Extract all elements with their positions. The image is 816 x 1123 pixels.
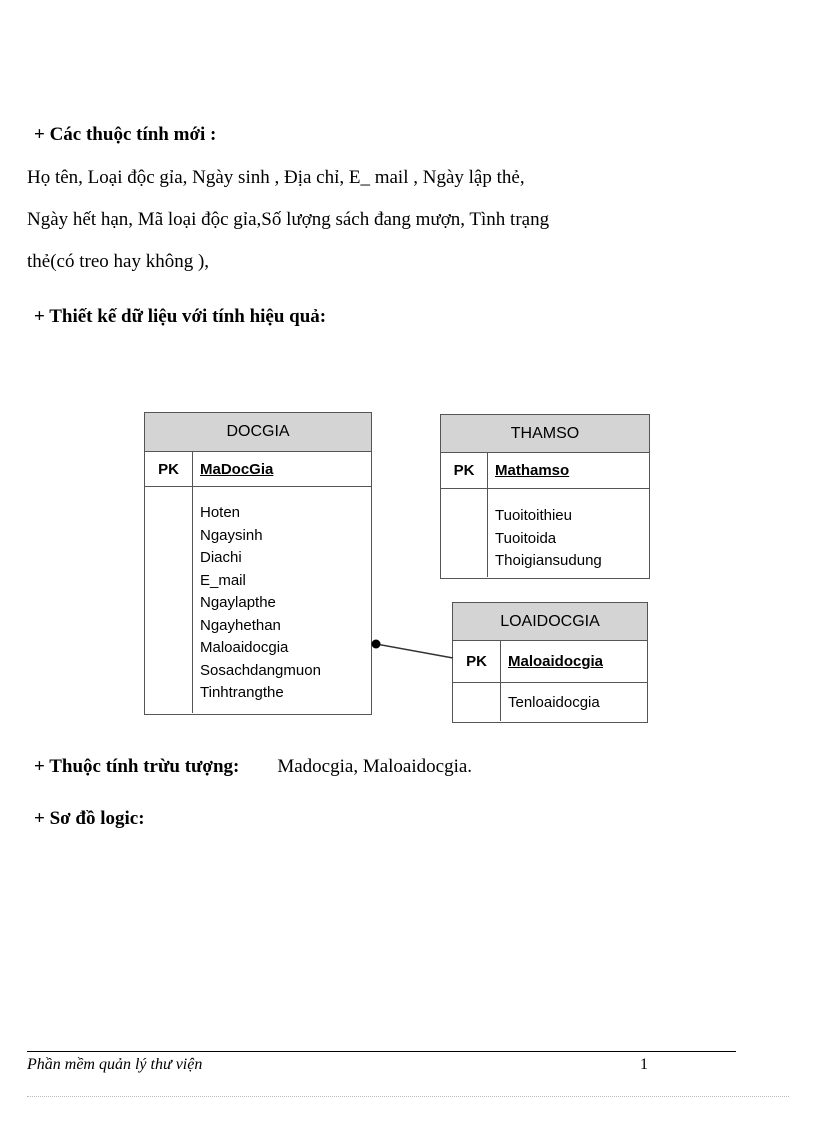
docgia-pk-field: MaDocGia [200, 460, 274, 478]
paragraph-line-3: thẻ(có treo hay không ), [27, 251, 210, 272]
docgia-attr: Hoten [200, 504, 241, 521]
thamso-table [440, 414, 650, 579]
docgia-attr-cell [193, 487, 371, 713]
thamso-pk-row [441, 453, 649, 489]
loaidocgia-table-name: LOAIDOCGIA [453, 603, 647, 641]
thamso-attr: Tuoitoithieu [495, 507, 572, 524]
loaidocgia-attr-cell [501, 683, 647, 721]
relationship-line [376, 644, 453, 658]
loaidocgia-attr-left-cell [453, 683, 501, 721]
thamso-pk-label: PK [441, 453, 488, 488]
thamso-attr: Tuoitoida [495, 529, 557, 547]
thamso-attribute-list [495, 505, 602, 573]
page-bottom-divider [27, 1096, 789, 1097]
loaidocgia-attr: Tenloaidocgia [508, 693, 600, 711]
thamso-attr: Thoigiansudung [495, 552, 602, 569]
logic-diagram-heading: + Sơ đồ logic: [34, 808, 145, 829]
footer-title: Phần mềm quản lý thư viện [27, 1056, 203, 1073]
loaidocgia-pk-label: PK [453, 641, 501, 682]
paragraph-line-2: Ngày hết hạn, Mã loại độc gỉa,Số lượng sách đang mượn, Tình trạng [27, 209, 550, 230]
loaidocgia-table [452, 602, 648, 723]
design-heading: + Thiết kế dữ liệu với tính hiệu quả: [34, 306, 327, 327]
docgia-attribute-list [200, 502, 321, 705]
docgia-attributes-row [145, 487, 371, 713]
docgia-table-name: DOCGIA [145, 413, 371, 452]
abstract-value: Madocgia, Maloaidocgia. [277, 756, 473, 777]
footer-page-number: 1 [640, 1056, 648, 1073]
loaidocgia-pk-field: Maloaidocgia [508, 653, 604, 670]
loaidocgia-attributes-row [453, 683, 647, 721]
relationship-dot [372, 640, 381, 649]
docgia-attr: Ngayhethan [200, 616, 281, 634]
docgia-attr: Diachi [200, 549, 242, 566]
abstract-attributes-heading [34, 756, 472, 778]
thamso-attributes-row [441, 489, 649, 577]
docgia-attr-left-cell [145, 487, 193, 713]
thamso-attr-cell [488, 489, 649, 577]
thamso-pk-field: Mathamso [495, 462, 570, 479]
new-attributes-heading: + Các thuộc tính mới : [34, 124, 217, 145]
thamso-attr-left-cell [441, 489, 488, 577]
loaidocgia-pk-row [453, 641, 647, 683]
docgia-pk-label: PK [145, 452, 193, 486]
docgia-attr: Tinhtrangthe [200, 684, 284, 701]
docgia-attr: Sosachdangmuon [200, 661, 321, 679]
thamso-table-name: THAMSO [441, 415, 649, 453]
docgia-attr: Maloaidocgia [200, 639, 289, 656]
abstract-heading-label: + Thuộc tính trừu tượng: [34, 756, 240, 777]
docgia-attr: E_mail [200, 571, 246, 589]
footer-rule [27, 1051, 736, 1052]
paragraph-line-1: Họ tên, Loại độc gỉa, Ngày sinh , Địa chỉ, E_ mail , Ngày lập thẻ, [27, 167, 525, 188]
docgia-table [144, 412, 372, 715]
docgia-pk-row [145, 452, 371, 487]
docgia-attr: Ngaylapthe [200, 594, 276, 611]
docgia-attr: Ngaysinh [200, 526, 263, 544]
